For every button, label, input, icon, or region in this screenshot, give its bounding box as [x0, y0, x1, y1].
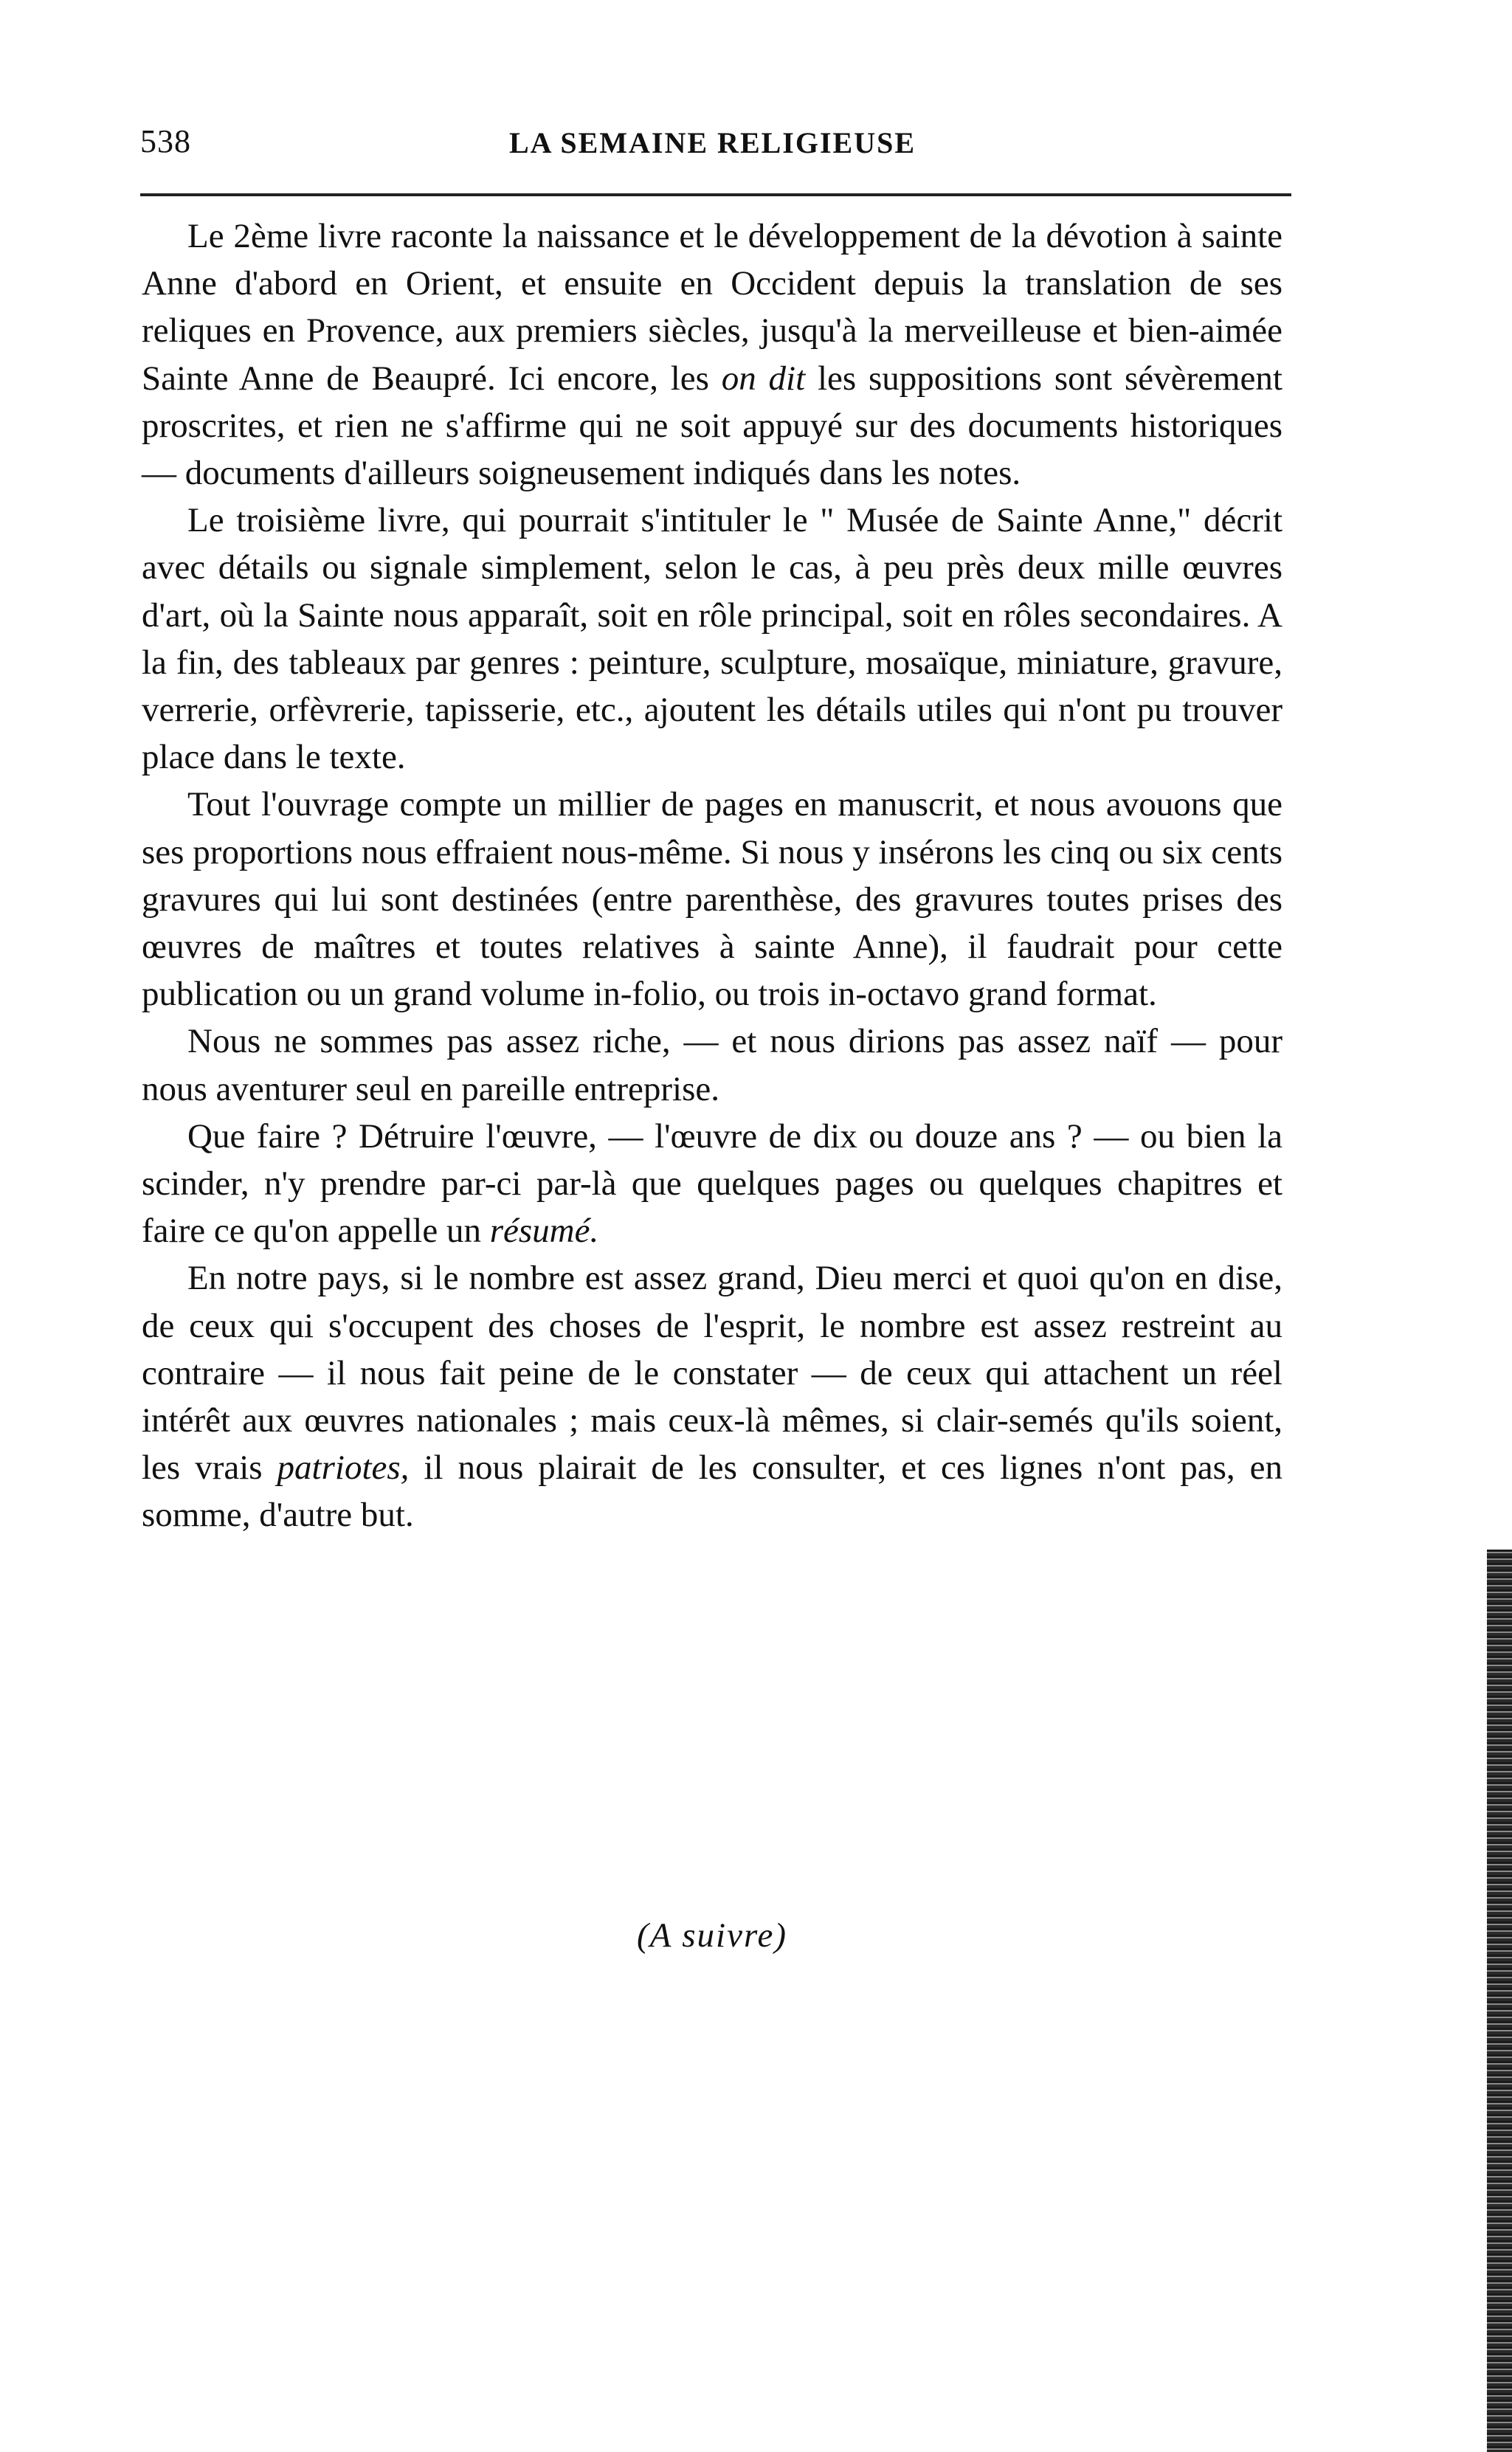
paragraph-5-text-before: Que faire ? Détruire l'œuvre, — l'œuvre de dix ou douze ans ? — ou bien la scinder, n'y prendre par-ci par-là que quelques pages ou quelques chapitres et faire ce qu'on appelle un — [142, 1116, 1283, 1251]
paragraph-6-text-before: En notre pays, si le nombre est assez grand, Dieu merci et quoi qu'on en dise, de ceux qui s'occupent des choses de l'esprit, le nombre est assez restreint au contraire — il nous fait peine de le constater — de ceux qui attachent un réel intérêt aux œuvres nationales ; mais ceux-là mêmes, si clair-semés qu'ils soient, les vrais — [142, 1259, 1283, 1488]
scan-edge-strip — [1487, 1550, 1512, 2452]
paragraph-6-italic: patriotes, — [277, 1448, 410, 1488]
paragraph-1 — [142, 213, 1283, 497]
paragraph-2-text: Le troisième livre, qui pourrait s'intituler le " Musée de Sainte Anne," décrit avec détails ou signale simplement, selon le cas, à peu près deux mille œuvres d'art, où la Sainte nous apparaît, soit en rôle principal, soit en rôles secondaires. A la fin, des tableaux par genres : peinture, sculpture, mosaïque, miniature, gravure, verrerie, orfèvrerie, tapisserie, etc., ajoutent les détails utiles qui n'ont pu trouver place dans le texte. — [142, 501, 1283, 777]
paragraph-1-text-after: les suppositions sont sévèrement proscrites, et rien ne s'affirme qui ne soit appuyé sur des documents historiques — documents d'ailleurs soigneusement indiqués dans les notes. — [142, 359, 1283, 493]
paragraph-6 — [142, 1254, 1283, 1538]
paragraph-5 — [142, 1113, 1283, 1255]
paragraph-3 — [142, 781, 1283, 1018]
header-rule — [140, 193, 1291, 196]
article-body — [142, 213, 1283, 1539]
paragraph-4-text: Nous ne sommes pas assez riche, — et nous dirions pas assez naïf — pour nous aventurer seul en pareille entreprise. — [142, 1022, 1283, 1108]
paragraph-1-text-before: Le 2ème livre raconte la naissance et le développement de la dévotion à sainte Anne d'abord en Orient, et ensuite en Occident depuis la translation de ses reliques en Provence, aux premiers siècles, jusqu'à la merveilleuse et bien-aimée Sainte Anne de Beaupré. Ici encore, les — [142, 217, 1283, 398]
continuation-note: (A suivre) — [636, 1916, 788, 1955]
paragraph-5-italic: résumé. — [489, 1212, 599, 1251]
running-title: LA SEMAINE RELIGIEUSE — [509, 126, 916, 159]
paragraph-1-italic: on dit — [721, 359, 806, 398]
page-number: 538 — [140, 123, 191, 159]
paragraph-4 — [142, 1018, 1283, 1112]
paragraph-6-text-after: il nous plairait de les consulter, et ces lignes n'ont pas, en somme, d'autre but. — [142, 1448, 1283, 1535]
paragraph-3-text: Tout l'ouvrage compte un millier de pages en manuscrit, et nous avouons que ses proportions nous effraient nous-même. Si nous y insérons les cinq ou six cents gravures qui lui sont destinées (entre parenthèse, des gravures toutes prises des œuvres de maîtres et toutes relatives à sainte Anne), il faudrait pour cette publication ou un grand volume in-folio, ou trois in-octavo grand format. — [142, 785, 1283, 1014]
paragraph-2 — [142, 497, 1283, 781]
page-header — [140, 117, 1291, 168]
